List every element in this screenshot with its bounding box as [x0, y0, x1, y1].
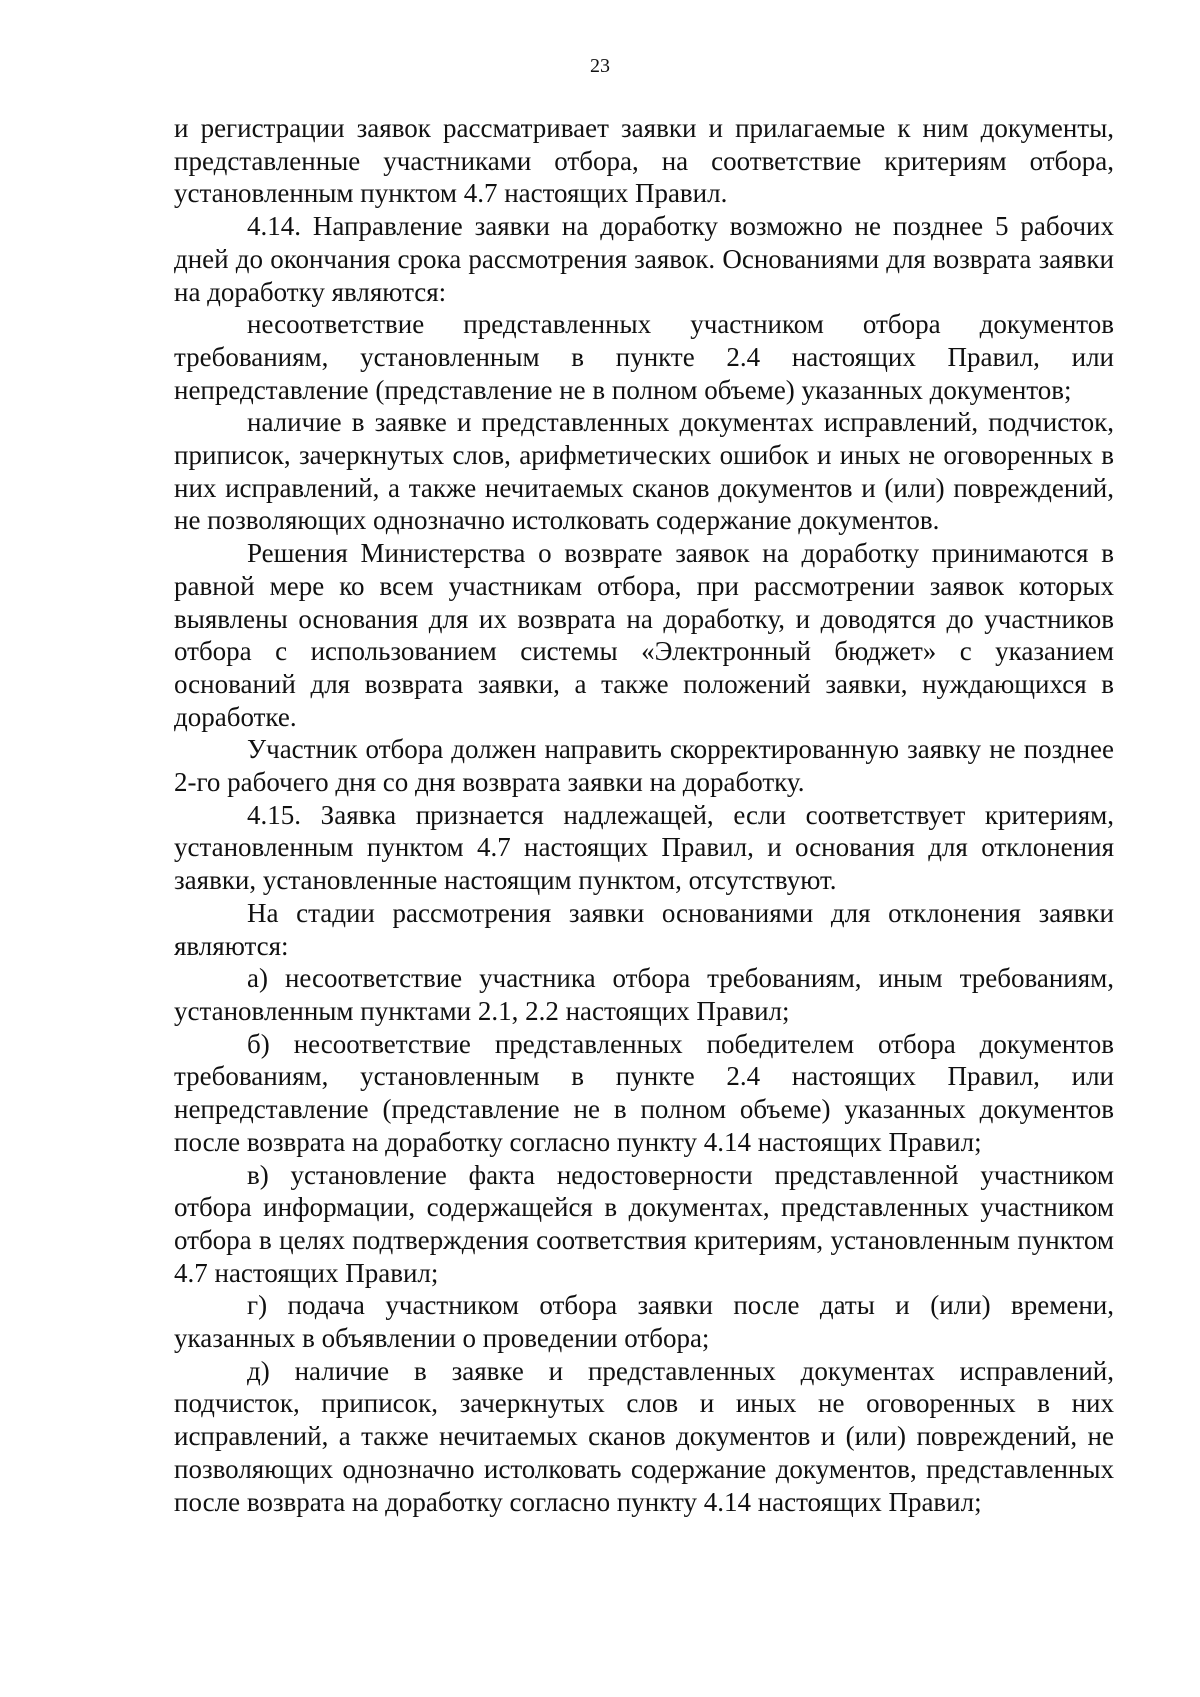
list-item-d: д) наличие в заявке и представленных документах исправлений, подчисток, приписок, зачеркнутых слов и иных не оговоренных в них исправлений, а также нечитаемых сканов документов и (или) повреждений, не позволяющих однозначно истолковать содержание документов, представленных после возврата на доработку согласно пункту 4.14 настоящих Правил; [174, 1355, 1114, 1517]
list-item-b: б) несоответствие представленных победителем отбора документов требованиям, установленным в пункте 2.4 настоящих Правил, или непредставление (представление не в полном объеме) указанных документов после возврата на доработку согласно пункту 4.14 настоящих Правил; [174, 1028, 1114, 1157]
list-item-v: в) установление факта недостоверности представленной участником отбора информации, содержащейся в документах, представленных участником отбора в целях подтверждения соответствия критериям, установленным пунктом 4.7 настоящих Правил; [174, 1159, 1114, 1288]
paragraph-4-14: 4.14. Направление заявки на доработку возможно не позднее 5 рабочих дней до окончания срока рассмотрения заявок. Основаниями для возврата заявки на доработку являются: [174, 211, 1114, 307]
document-body [174, 112, 1114, 1518]
list-item-a: а) несоответствие участника отбора требованиям, иным требованиям, установленным пунктами 2.1, 2.2 настоящих Правил; [174, 963, 1114, 1026]
paragraph-continuation: и регистрации заявок рассматривает заявки и прилагаемые к ним документы, представленные участниками отбора, на соответствие критериям отбора, установленным пунктом 4.7 настоящих Правил. [174, 113, 1114, 209]
list-item-g: г) подача участником отбора заявки после даты и (или) времени, указанных в объявлении о проведении отбора; [174, 1290, 1114, 1354]
paragraph-ministry-decisions: Решения Министерства о возврате заявок на доработку принимаются в равной мере ко всем участникам отбора, при рассмотрении заявок которых выявлены основания для их возврата на доработку, и доводятся до участников отбора с использованием системы «Электронный бюджет» с указанием оснований для возврата заявки, а также положений заявки, нуждающихся в доработке. [174, 538, 1114, 732]
paragraph-return-ground-documents: несоответствие представленных участником отбора документов требованиям, установленным в пункте 2.4 настоящих Правил, или непредставление (представление не в полном объеме) указанных документов; [174, 309, 1114, 405]
paragraph-return-ground-corrections: наличие в заявке и представленных документах исправлений, подчисток, приписок, зачеркнутых слов, арифметических ошибок и иных не оговоренных в них исправлений, а также нечитаемых сканов документов и (или) повреждений, не позволяющих однозначно истолковать содержание документов. [174, 407, 1114, 536]
paragraph-rejection-grounds-intro: На стадии рассмотрения заявки основаниями для отклонения заявки являются: [174, 897, 1114, 961]
paragraph-4-15: 4.15. Заявка признается надлежащей, если соответствует критериям, установленным пунктом 4.7 настоящих Правил, и основания для отклонения заявки, установленные настоящим пунктом, отсутствуют. [174, 799, 1114, 896]
page-number: 23 [590, 55, 610, 77]
paragraph-resubmission-deadline: Участник отбора должен направить скорректированную заявку не позднее 2-го рабочего дня со дня возврата заявки на доработку. [174, 734, 1114, 798]
